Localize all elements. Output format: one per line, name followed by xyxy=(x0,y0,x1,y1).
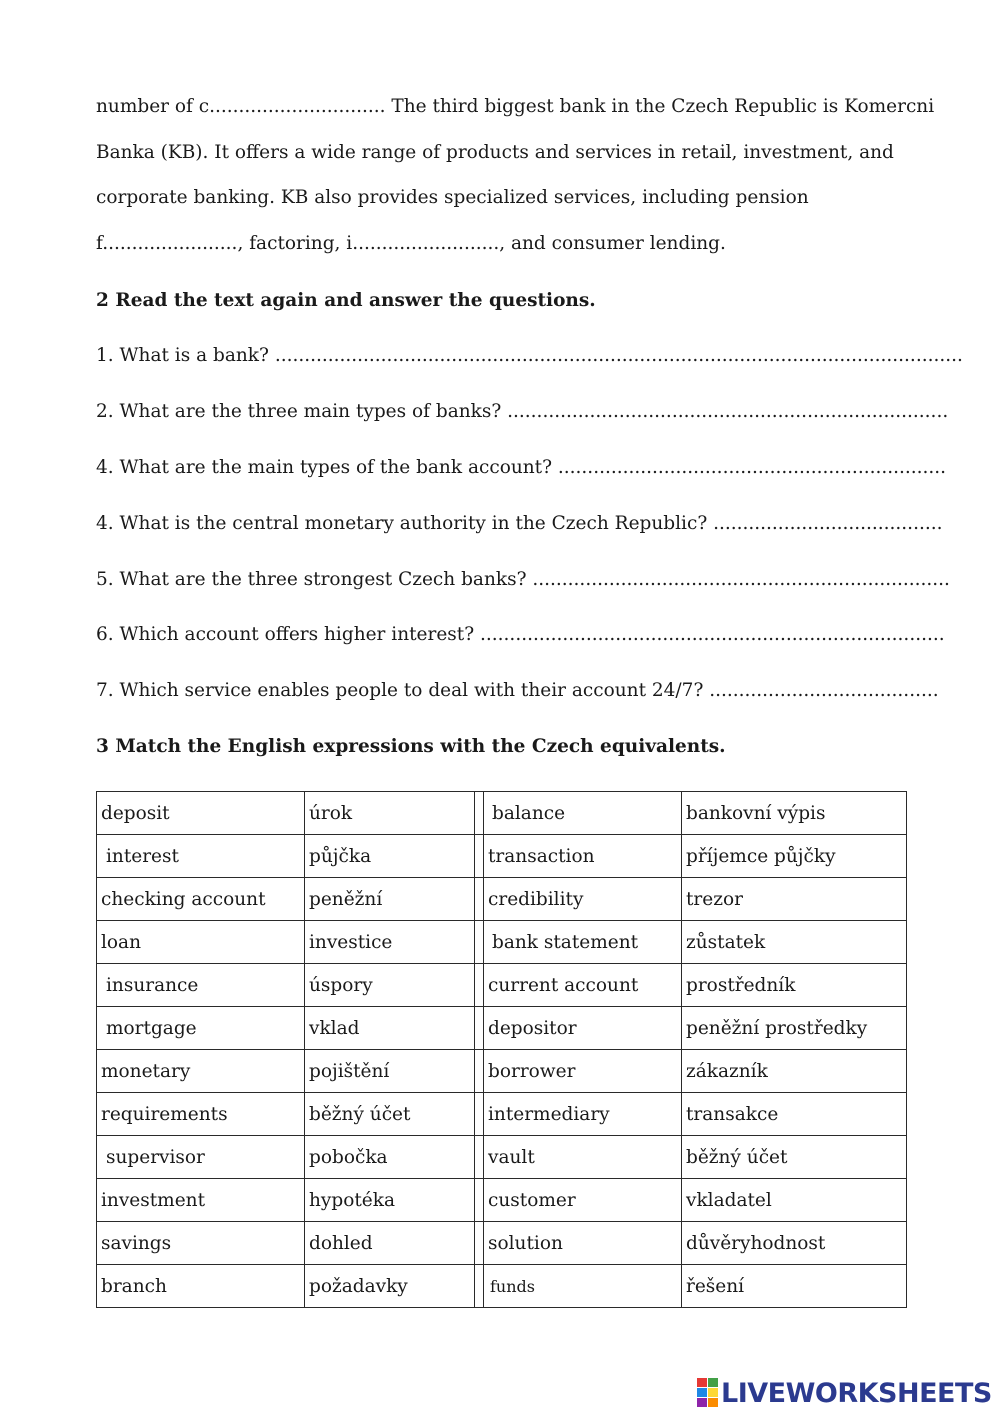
czech-term: pojištění xyxy=(305,1050,475,1093)
question-text: 2. What are the three main types of banks? xyxy=(96,401,502,422)
english-term: depositor xyxy=(484,1007,682,1050)
english-term: credibility xyxy=(484,878,682,921)
question-4 xyxy=(96,515,942,534)
czech-term: pobočka xyxy=(305,1136,475,1179)
intro-line-1: number of c.............................. The third biggest bank in the Czech Republic is Komercni xyxy=(96,96,935,117)
czech-term: řešení xyxy=(682,1265,907,1308)
english-term: loan xyxy=(97,921,305,964)
liveworksheets-logo xyxy=(697,1376,992,1410)
column-gap xyxy=(475,921,484,964)
question-7 xyxy=(96,682,939,701)
answer-blank[interactable]: ..................................................................................................................... xyxy=(274,345,963,366)
section-2-heading: 2 Read the text again and answer the questions. xyxy=(96,290,596,311)
column-gap xyxy=(475,1050,484,1093)
english-term: transaction xyxy=(484,835,682,878)
column-gap xyxy=(475,1179,484,1222)
czech-term: vklad xyxy=(305,1007,475,1050)
czech-term: prostředník xyxy=(682,964,907,1007)
liveworksheets-logo-text: LIVEWORKSHEETS xyxy=(721,1377,992,1409)
question-text: 4. What is the central monetary authority in the Czech Republic? xyxy=(96,513,708,534)
table-row xyxy=(97,1093,907,1136)
table-row xyxy=(97,878,907,921)
question-3 xyxy=(96,459,946,478)
table-row xyxy=(97,921,907,964)
english-term: solution xyxy=(484,1222,682,1265)
answer-blank[interactable]: ............................................................................... xyxy=(480,624,945,645)
table-row xyxy=(97,792,907,835)
czech-term: zákazník xyxy=(682,1050,907,1093)
czech-term: transakce xyxy=(682,1093,907,1136)
question-5 xyxy=(96,571,950,590)
czech-term: hypotéka xyxy=(305,1179,475,1222)
column-gap xyxy=(475,835,484,878)
question-text: 6. Which account offers higher interest? xyxy=(96,624,475,645)
question-2 xyxy=(96,403,948,422)
czech-term: trezor xyxy=(682,878,907,921)
english-term: monetary xyxy=(97,1050,305,1093)
czech-term: vkladatel xyxy=(682,1179,907,1222)
czech-term: běžný účet xyxy=(682,1136,907,1179)
table-row xyxy=(97,1179,907,1222)
english-term: investment xyxy=(97,1179,305,1222)
english-term: funds xyxy=(484,1265,682,1308)
czech-term: úrok xyxy=(305,792,475,835)
czech-term: důvěryhodnost xyxy=(682,1222,907,1265)
column-gap xyxy=(475,1007,484,1050)
matching-table xyxy=(96,791,907,1308)
czech-term: běžný účet xyxy=(305,1093,475,1136)
english-term: interest xyxy=(97,835,305,878)
column-gap xyxy=(475,1093,484,1136)
intro-line-3: corporate banking. KB also provides specialized services, including pension xyxy=(96,187,809,208)
table-row xyxy=(97,1222,907,1265)
column-gap xyxy=(475,1265,484,1308)
liveworksheets-logo-icon xyxy=(697,1378,719,1408)
question-1 xyxy=(96,347,963,366)
table-row xyxy=(97,964,907,1007)
english-term: balance xyxy=(484,792,682,835)
question-text: 7. Which service enables people to deal with their account 24/7? xyxy=(96,680,704,701)
table-row xyxy=(97,1265,907,1308)
english-term: mortgage xyxy=(97,1007,305,1050)
question-text: 4. What are the main types of the bank account? xyxy=(96,457,553,478)
english-term: savings xyxy=(97,1222,305,1265)
question-text: 1. What is a bank? xyxy=(96,345,269,366)
english-term: insurance xyxy=(97,964,305,1007)
english-term: supervisor xyxy=(97,1136,305,1179)
table-row xyxy=(97,1050,907,1093)
czech-term: bankovní výpis xyxy=(682,792,907,835)
english-term: branch xyxy=(97,1265,305,1308)
english-term: customer xyxy=(484,1179,682,1222)
answer-blank[interactable]: ....................................... xyxy=(713,513,943,534)
column-gap xyxy=(475,878,484,921)
english-term: vault xyxy=(484,1136,682,1179)
english-term: bank statement xyxy=(484,921,682,964)
english-term: checking account xyxy=(97,878,305,921)
intro-line-4: f......................., factoring, i........................., and consumer lending. xyxy=(96,233,726,254)
answer-blank[interactable]: ....................................... xyxy=(709,680,939,701)
czech-term: zůstatek xyxy=(682,921,907,964)
answer-blank[interactable]: ....................................................................... xyxy=(532,569,950,590)
czech-term: dohled xyxy=(305,1222,475,1265)
czech-term: požadavky xyxy=(305,1265,475,1308)
english-term: requirements xyxy=(97,1093,305,1136)
intro-line-2: Banka (KB). It offers a wide range of products and services in retail, investment, and xyxy=(96,142,894,163)
table-row xyxy=(97,835,907,878)
answer-blank[interactable]: .................................................................. xyxy=(557,457,947,478)
column-gap xyxy=(475,964,484,1007)
english-term: current account xyxy=(484,964,682,1007)
czech-term: peněžní xyxy=(305,878,475,921)
table-row xyxy=(97,1136,907,1179)
column-gap xyxy=(475,1222,484,1265)
english-term: intermediary xyxy=(484,1093,682,1136)
column-gap xyxy=(475,792,484,835)
answer-blank[interactable]: ........................................................................... xyxy=(507,401,949,422)
question-6 xyxy=(96,626,945,645)
column-gap xyxy=(475,1136,484,1179)
czech-term: úspory xyxy=(305,964,475,1007)
czech-term: půjčka xyxy=(305,835,475,878)
english-term: deposit xyxy=(97,792,305,835)
question-text: 5. What are the three strongest Czech banks? xyxy=(96,569,527,590)
english-term: borrower xyxy=(484,1050,682,1093)
section-3-heading: 3 Match the English expressions with the Czech equivalents. xyxy=(96,736,726,757)
czech-term: peněžní prostředky xyxy=(682,1007,907,1050)
table-row xyxy=(97,1007,907,1050)
czech-term: investice xyxy=(305,921,475,964)
czech-term: příjemce půjčky xyxy=(682,835,907,878)
